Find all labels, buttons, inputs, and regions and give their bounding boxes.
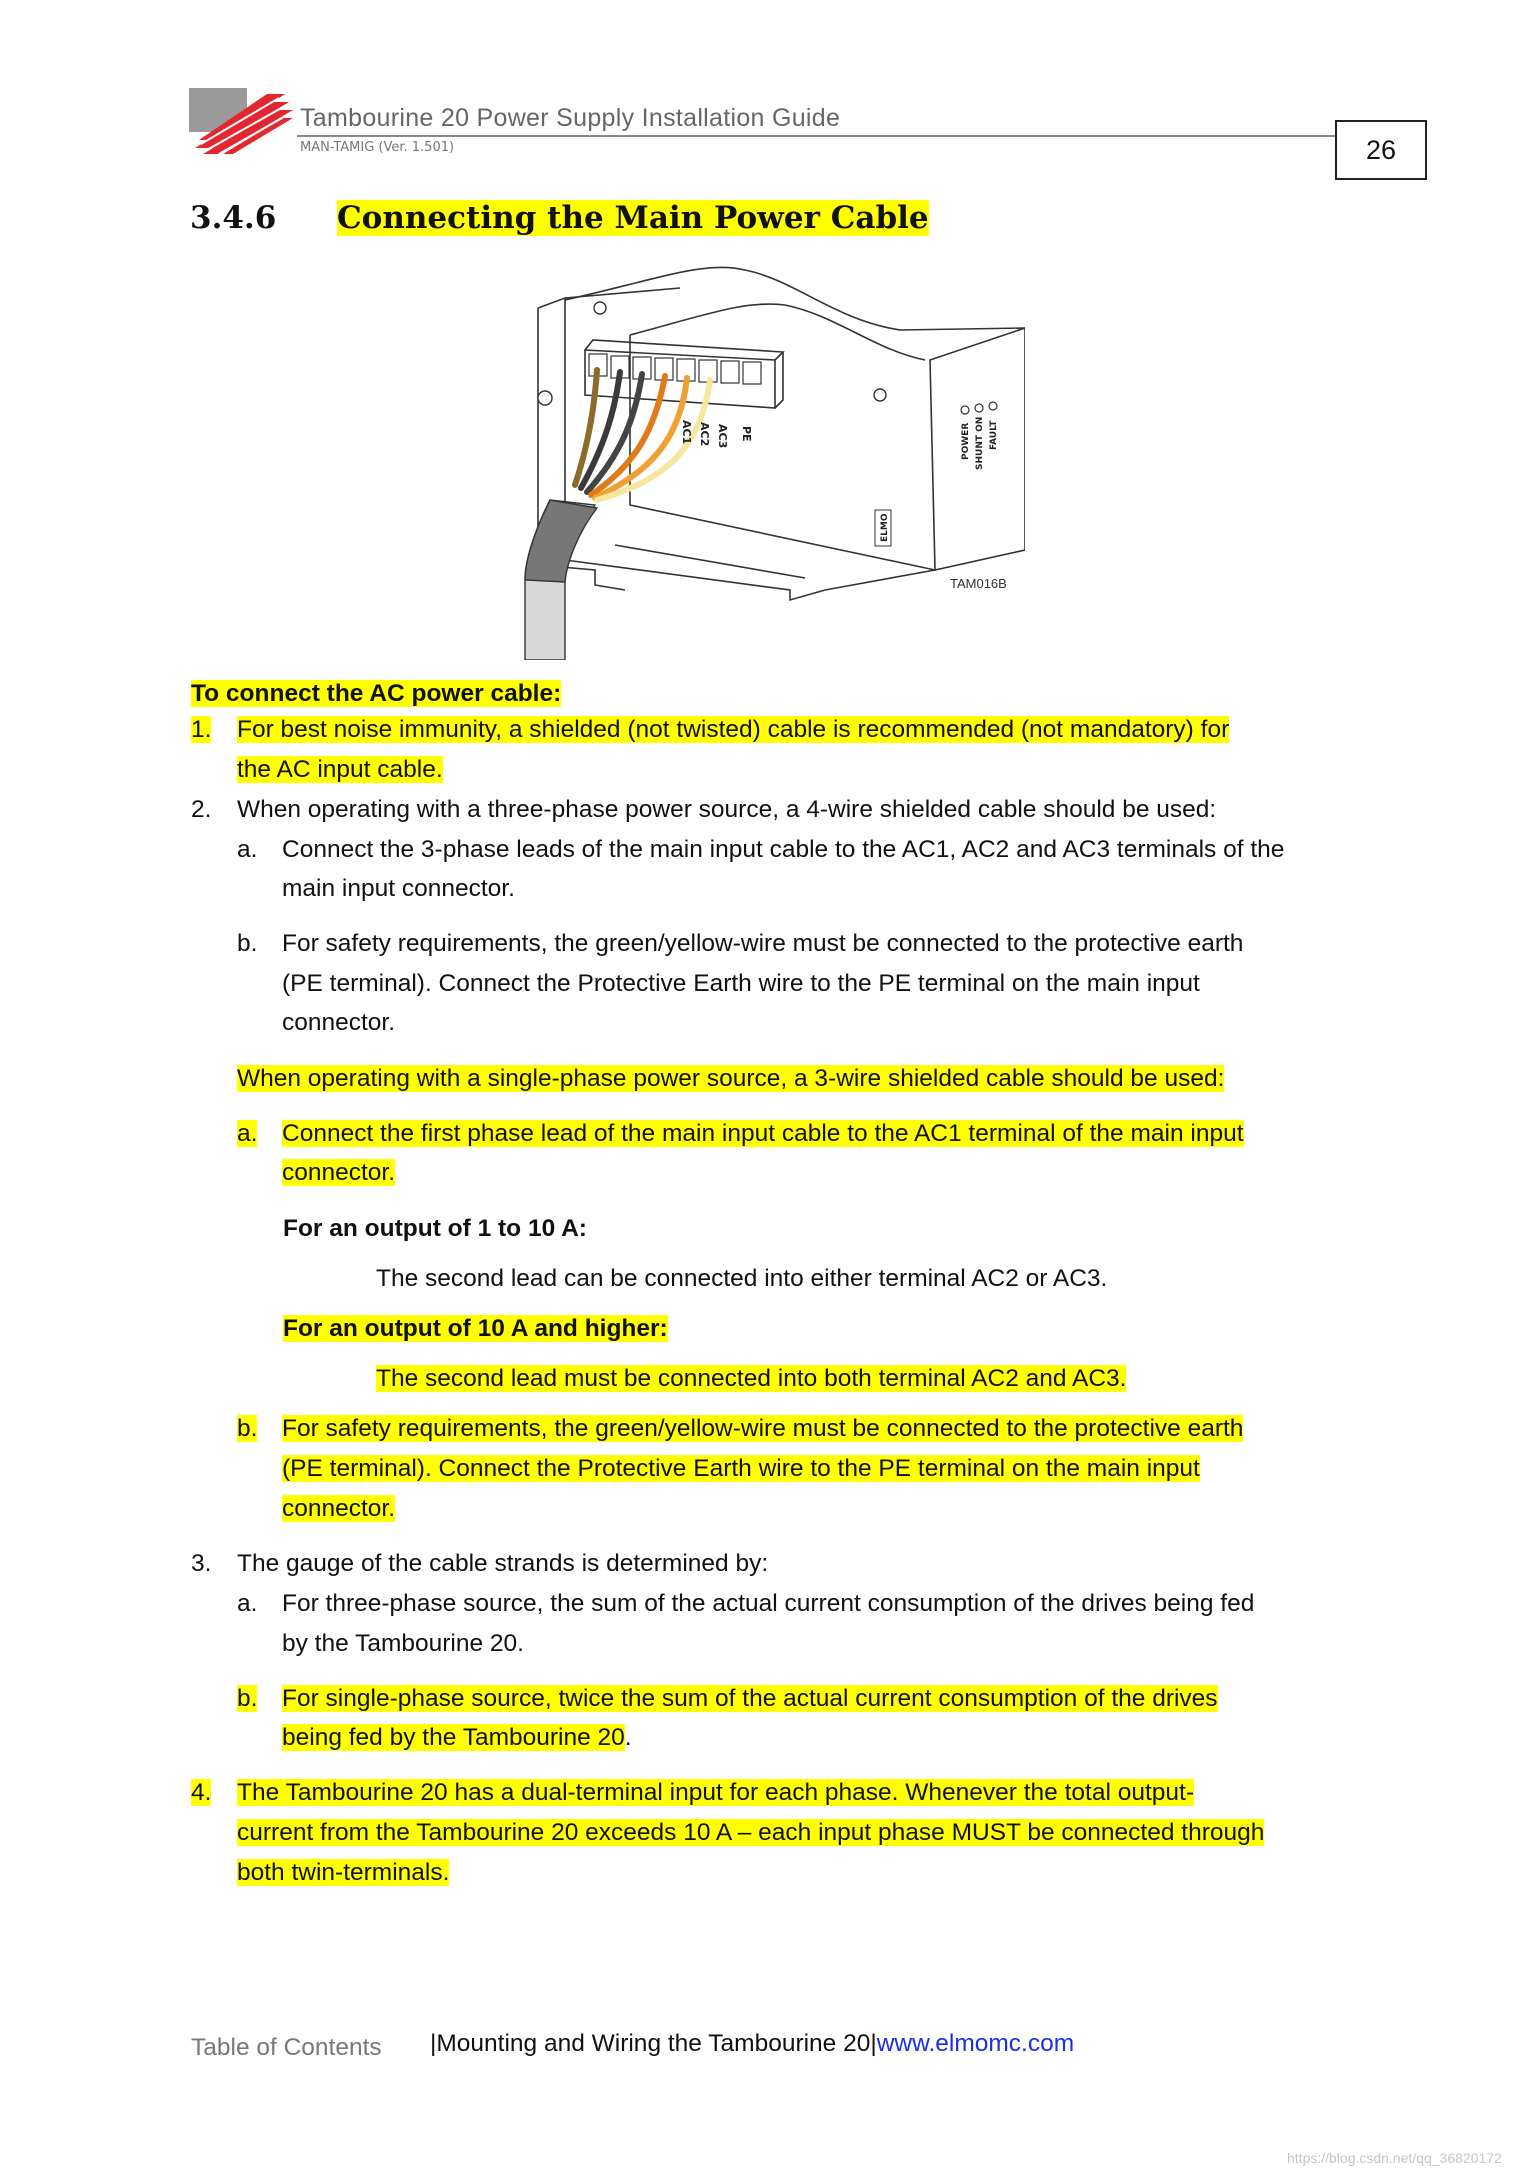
list-item: both twin-terminals. [237,1859,450,1886]
brand-text: ELMO [880,513,890,542]
header-title: Tambourine 20 Power Supply Installation Guide [300,104,841,132]
list-item: For safety requirements, the green/yellow-wire must be connected to the protective earth [282,1415,1244,1442]
elmo-logo-icon [189,88,293,154]
list-item: connector. [282,1495,396,1522]
figure-label: TAM016B [950,576,1007,591]
list-item: For single-phase source, twice the sum of the actual current consumption of the drives [282,1685,1218,1712]
section-number: 3.4.6 [190,200,277,236]
list-number: 3. [191,1550,212,1577]
single-phase-heading: When operating with a single-phase power source, a 3-wire shielded cable should be used: [237,1065,1225,1092]
list-number: 2. [191,796,212,823]
list-item: being fed by the Tambourine 20. [282,1724,632,1751]
led-label: FAULT [989,420,999,450]
list-item: connector. [282,1009,396,1036]
output-2-text: The second lead must be connected into both terminal AC2 and AC3. [376,1365,1127,1392]
header-subtitle: MAN-TAMIG (Ver. 1.501) [300,140,455,155]
list-item: Connect the first phase lead of the main input cable to the AC1 terminal of the main input [282,1120,1244,1147]
terminal-label: AC2 [698,422,711,447]
list-number: 4. [191,1779,212,1806]
section-title: Connecting the Main Power Cable [337,200,929,236]
list-letter: a. [237,1590,258,1617]
list-item: The Tambourine 20 has a dual-terminal input for each phase. Whenever the total output- [237,1779,1194,1806]
led-label: POWER [961,422,971,460]
led-label: SHUNT ON [975,416,985,470]
list-number: 1. [191,716,212,743]
list-item: The gauge of the cable strands is determined by: [237,1550,769,1577]
terminal-label: AC1 [680,420,693,445]
list-letter: a. [237,1120,258,1147]
list-item: For three-phase source, the sum of the actual current consumption of the drives being fed [282,1590,1255,1617]
header-rule [297,135,1337,137]
output-1-text: The second lead can be connected into either terminal AC2 or AC3. [376,1265,1108,1292]
list-letter: b. [237,1415,258,1442]
list-letter: b. [237,930,258,957]
list-item: main input connector. [282,875,515,902]
output-1-heading: For an output of 1 to 10 A: [283,1215,587,1242]
list-item: by the Tambourine 20. [282,1630,524,1657]
procedure-heading: To connect the AC power cable: [191,680,562,707]
list-letter: b. [237,1685,258,1712]
watermark: https://blog.csdn.net/qq_36820172 [1287,2150,1502,2166]
list-item: (PE terminal). Connect the Protective Earth wire to the PE terminal on the main input [282,970,1200,997]
website-link[interactable]: www.elmomc.com [876,2030,1075,2057]
page-number: 26 [1335,120,1427,180]
list-item: For best noise immunity, a shielded (not twisted) cable is recommended (not mandatory) for [237,716,1230,743]
terminal-label: PE [740,426,753,442]
connector-figure [505,260,1025,660]
output-2-heading: For an output of 10 A and higher: [283,1315,668,1342]
list-letter: a. [237,836,258,863]
terminal-label: AC3 [716,424,729,449]
list-item: connector. [282,1159,396,1186]
list-item: current from the Tambourine 20 exceeds 10 A – each input phase MUST be connected through [237,1819,1265,1846]
table-of-contents-link[interactable]: Table of Contents [191,2034,382,2061]
list-item: For safety requirements, the green/yellow-wire must be connected to the protective earth [282,930,1244,957]
list-item: When operating with a three-phase power source, a 4-wire shielded cable should be used: [237,796,1217,823]
footer-chapter: |Mounting and Wiring the Tambourine 20|www.elmomc.com [430,2030,1075,2057]
list-item: (PE terminal). Connect the Protective Earth wire to the PE terminal on the main input [282,1455,1200,1482]
list-item: the AC input cable. [237,756,443,783]
list-item: Connect the 3-phase leads of the main input cable to the AC1, AC2 and AC3 terminals of the [282,836,1285,863]
